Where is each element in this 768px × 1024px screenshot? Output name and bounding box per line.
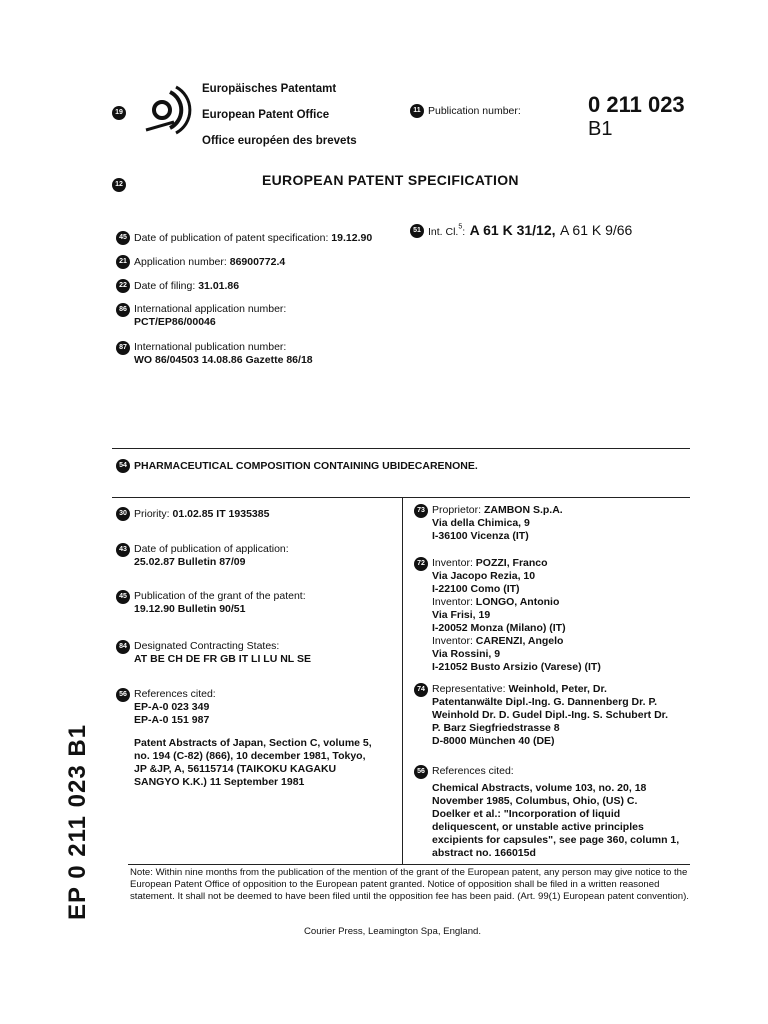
field-date-publication: 45 Date of publication of patent specification: 19.12.90 — [116, 231, 372, 245]
field-references-left-extra: Patent Abstracts of Japan, Section C, volume 5, no. 194 (C-82) (866), 10 december 1981, Tokyo, JP &JP, A, 56115714 (TAIKOKU KAGAKU SANGYO K.K.) 11 September 1981 — [134, 737, 372, 788]
invention-title: 54 PHARMACEUTICAL COMPOSITION CONTAINING UBIDECARENONE. — [116, 459, 478, 473]
office-name-fr: Office européen des brevets — [202, 135, 357, 147]
field-grant-publication: 45 Publication of the grant of the patent: 19.12.90 Bulletin 90/51 — [116, 590, 306, 616]
field-representative: 74 Representative: Weinhold, Peter, Dr. Patentanwälte Dipl.-Ing. G. Dannenberg Dr. P. Weinhold Dr. D. Gudel Dipl.-Ing. S. Schubert Dr. P. Barz Siegfriedstrasse 8 D-8000 München 40 (DE) — [414, 683, 668, 748]
field-designated-states: 84 Designated Contracting States: AT BE CH DE FR GB IT LI LU NL SE — [116, 640, 311, 666]
divider-bottom — [128, 864, 690, 865]
divider-title — [112, 497, 690, 498]
document-type-heading: EUROPEAN PATENT SPECIFICATION — [262, 172, 519, 188]
field-int-class: 51 Int. Cl.$^5$: A 61 K 31/12, A 61 K 9/66 — [410, 222, 632, 240]
field-date-application: 43 Date of publication of application: 25.02.87 Bulletin 87/09 — [116, 543, 289, 569]
field-inventors: 72 Inventor: POZZI, Franco Via Jacopo Rezia, 10 I-22100 Como (IT) Inventor: LONGO, Antonio Via Frisi, 19 I-20052 Monza (Milano) (IT) Inventor: CARENZI, Angelo Via Rossini, 9 I-21052 Busto Arsizio (Varese) (IT) — [414, 557, 601, 674]
side-publication-number: EP 0 211 023 B1 — [64, 723, 91, 920]
field-application-number: 21 Application number: 86900772.4 — [116, 255, 285, 269]
printer-credit: Courier Press, Leamington Spa, England. — [304, 926, 482, 937]
field-proprietor: 73 Proprietor: ZAMBON S.p.A. Via della Chimica, 9 I-36100 Vicenza (IT) — [414, 504, 563, 543]
divider-top — [112, 448, 690, 449]
opposition-note: Note: Within nine months from the publication of the mention of the grant of the European patent, any person may give notice to the European Patent Office of opposition to the European patent granted. Notice of opposition shall be filed in a written reasoned statement. It shall not be deemed to have been filed until the opposition fee has been paid. (Art. 99(1) European patent convention). — [130, 867, 689, 902]
divider-column — [402, 497, 403, 865]
office-name-en: European Patent Office — [202, 109, 330, 121]
field-references-left: 56 References cited: EP-A-0 023 349 EP-A-0 151 987 — [116, 688, 216, 727]
field-priority: 30 Priority: 01.02.85 IT 1935385 — [116, 507, 269, 521]
office-name-de: Europäisches Patentamt — [202, 83, 337, 95]
epo-logo — [140, 82, 196, 143]
inid-code-12: 12 — [112, 176, 130, 194]
publication-number-label: 11 Publication number: — [410, 104, 521, 118]
field-references-right: 56 References cited: Chemical Abstracts, volume 103, no. 20, 18 November 1985, Columbus, Ohio, (US) C. Doelker et al.: "Incorporation of liquid deliquescent, or unstable active principles excipients for capsules", see page 360, column 1, abstract no. 166015d — [414, 765, 679, 860]
publication-number: 0 211 023 — [588, 92, 685, 117]
epo-logo-icon — [140, 82, 196, 138]
inid-code-19: 19 — [112, 104, 130, 122]
field-international-application: 86 International application number: PCT/EP86/00046 — [116, 303, 286, 329]
office-names — [202, 82, 357, 148]
field-date-filing: 22 Date of filing: 31.01.86 — [116, 279, 239, 293]
kind-code: B1 — [588, 118, 613, 140]
field-international-publication: 87 International publication number: WO 86/04503 14.08.86 Gazette 86/18 — [116, 341, 313, 367]
